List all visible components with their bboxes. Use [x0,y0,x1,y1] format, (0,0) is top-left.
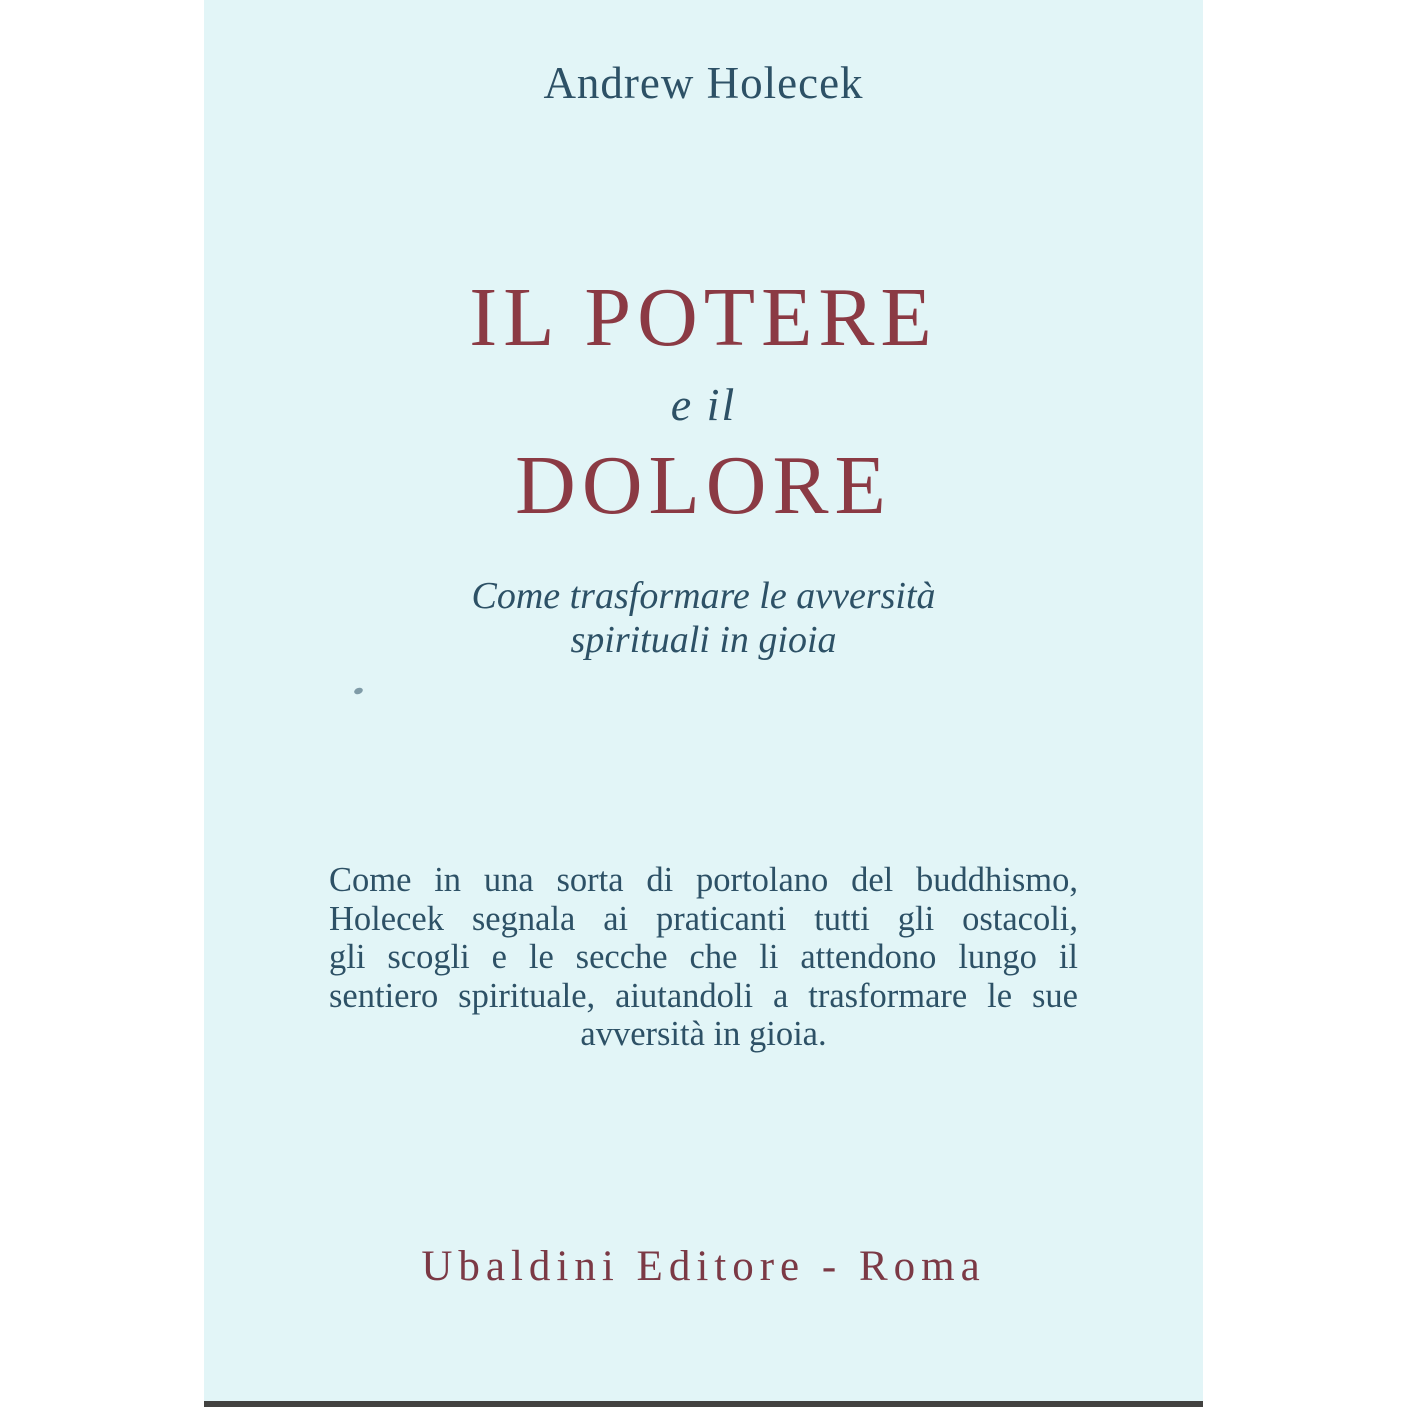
back-blurb-paragraph [329,861,1078,1054]
subtitle-line-1: Come trasformare le avversità [471,575,936,617]
book-cover [204,0,1203,1407]
blurb-line: gli scogli e le secche che li attendono lungo il [329,938,1078,977]
author-name: Andrew Holecek [543,58,864,108]
book-title-line-2: DOLORE [515,439,892,532]
scan-speck-artifact [353,687,364,696]
book-title-line-1: IL POTERE [469,271,938,364]
blurb-line: Come in una sorta di portolano del buddhismo, [329,861,1078,899]
book-title-connector: e il [670,379,737,430]
blurb-line: sentiero spirituale, aiutandoli a trasformare le sue [329,976,1078,1015]
book-subtitle [204,574,1203,662]
book-bottom-edge-shadow [204,1401,1203,1407]
blurb-line: Holecek segnala ai praticanti tutti gli ostacoli, [329,899,1078,938]
publisher-imprint: Ubaldini Editore - Roma [421,1243,986,1290]
subtitle-line-2: spirituali in gioia [570,619,837,661]
blurb-line: avversità in gioia. [580,1015,827,1054]
